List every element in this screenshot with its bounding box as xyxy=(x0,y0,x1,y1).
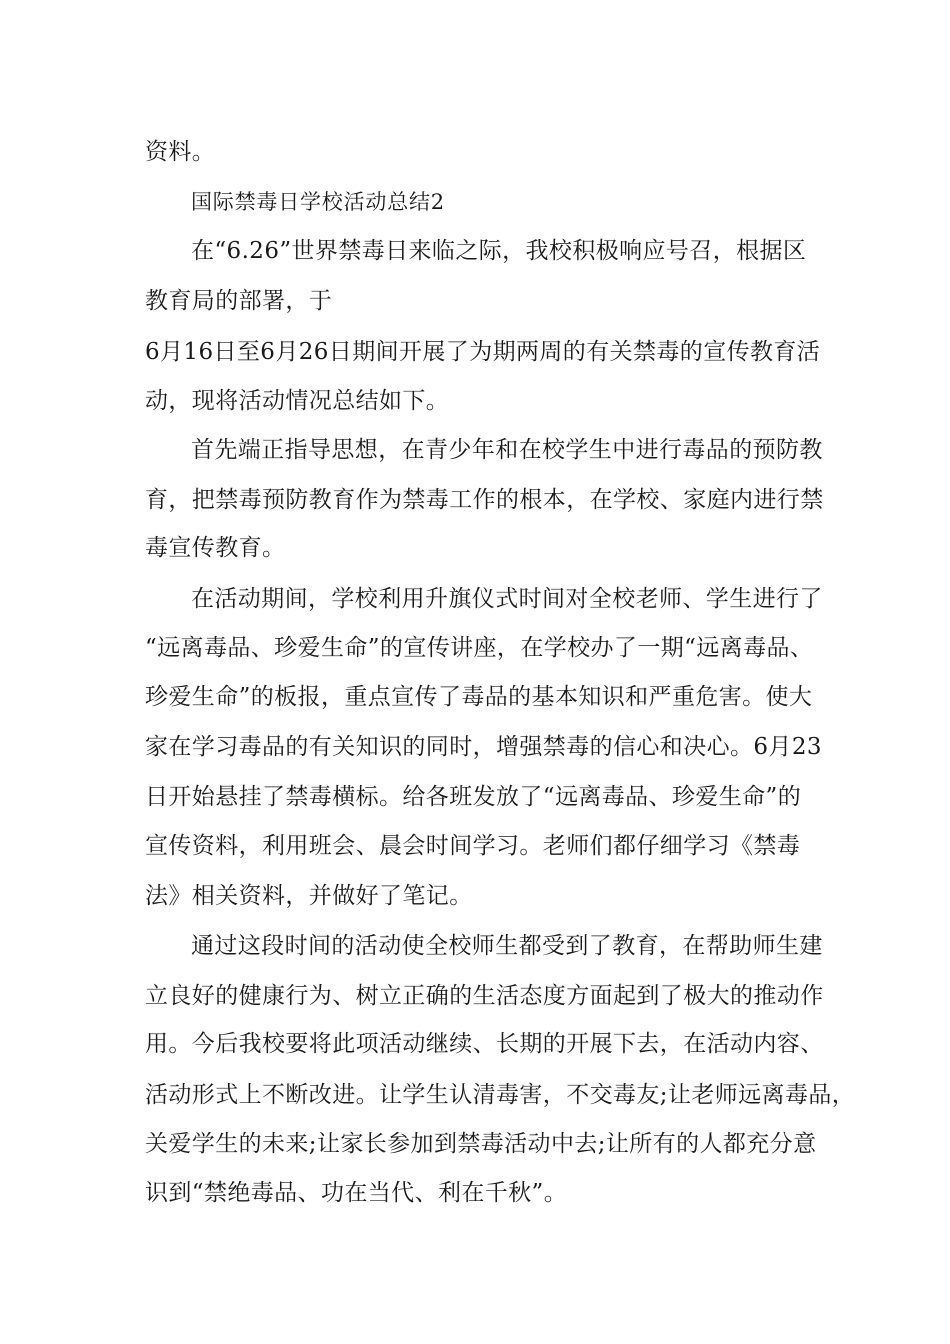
text-line: 首先端正指导思想，在青少年和在校学生中进行毒品的预防教 xyxy=(191,437,823,463)
text-line: 在活动期间，学校利用升旗仪式时间对全校老师、学生进行了 xyxy=(191,586,823,612)
text-line: 日开始悬挂了禁毒横标。给各班发放了“远离毒品、珍爱生命”的 xyxy=(145,784,802,810)
text-line: 在“6.26”世界禁毒日来临之际，我校积极响应号召，根据区 xyxy=(191,238,807,264)
text-line: 动，现将活动情况总结如下。 xyxy=(145,388,450,414)
text-line: 珍爱生命”的板报，重点宣传了毒品的基本知识和严重危害。使大 xyxy=(145,684,813,710)
text-line: 识到“禁绝毒品、功在当代、利在千秋”。 xyxy=(145,1180,568,1206)
text-line: 资料。 xyxy=(145,139,216,165)
text-line: 关爱学生的未来;让家长参加到禁毒活动中去;让所有的人都充分意 xyxy=(145,1131,817,1157)
text-line: 立良好的健康行为、树立正确的生活态度方面起到了极大的推动作 xyxy=(145,983,824,1009)
text-line: 家在学习毒品的有关知识的同时，增强禁毒的信心和决心。6月23 xyxy=(145,734,822,760)
section-heading: 国际禁毒日学校活动总结2 xyxy=(191,190,445,214)
text-line: “远离毒品、珍爱生命”的宣传讲座，在学校办了一期“远离毒品、 xyxy=(145,635,814,661)
text-line: 教育局的部署，于 xyxy=(145,288,333,314)
text-line: 法》相关资料，并做好了笔记。 xyxy=(145,883,473,909)
text-line: 活动形式上不断改进。让学生认清毒害，不交毒友;让老师远离毒品， xyxy=(145,1082,856,1108)
text-line: 通过这段时间的活动使全校师生都受到了教育，在帮助师生建 xyxy=(191,933,823,959)
text-line: 毒宣传教育。 xyxy=(145,535,286,561)
text-line: 育，把禁毒预防教育作为禁毒工作的根本，在学校、家庭内进行禁 xyxy=(145,487,824,513)
text-line: 宣传资料，利用班会、晨会时间学习。老师们都仔细学习《禁毒 xyxy=(145,833,801,859)
text-line: 6月16日至6月26日期间开展了为期两周的有关禁毒的宣传教育活 xyxy=(145,339,821,365)
text-line: 用。今后我校要将此项活动继续、长期的开展下去，在活动内容、 xyxy=(145,1031,824,1057)
